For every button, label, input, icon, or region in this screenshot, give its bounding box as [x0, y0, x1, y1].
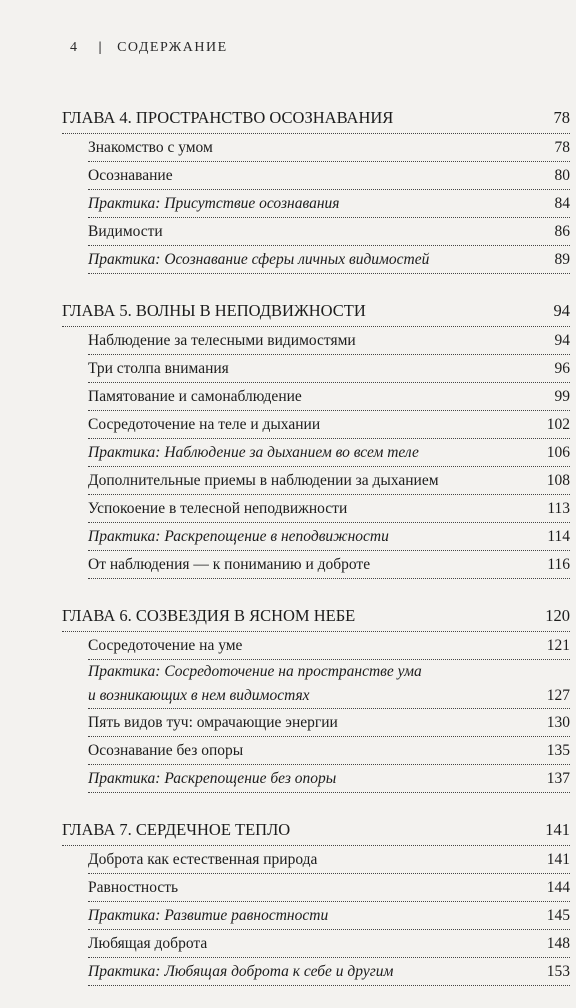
entry-title: Любящая доброта: [88, 935, 208, 952]
entry-page: 121: [546, 637, 570, 654]
chapter-title: ГЛАВА 7. СЕРДЕЧНОЕ ТЕПЛО: [62, 820, 291, 839]
running-head: [70, 40, 228, 56]
entry-title: Успокоение в телесной неподвижности: [88, 500, 348, 517]
header-separator: |: [98, 40, 104, 55]
entry-page: 130: [546, 714, 570, 731]
toc-entry[interactable]: [88, 737, 570, 765]
entry-title: Практика: Сосредоточение на пространстве ума: [88, 663, 422, 680]
entry-title: Практика: Наблюдение за дыханием во всем теле: [88, 444, 419, 461]
chapter-page: 120: [545, 606, 570, 625]
entry-page: 106: [546, 444, 570, 461]
entry-title: Памятование и самонаблюдение: [88, 388, 302, 405]
chapter-title: ГЛАВА 6. СОЗВЕЗДИЯ В ЯСНОМ НЕБЕ: [62, 606, 356, 625]
entry-page: 84: [554, 195, 570, 212]
entry-page: 141: [546, 851, 570, 868]
entry-page: 108: [546, 472, 570, 489]
chapter-page: 78: [553, 108, 570, 127]
entry-page: 148: [546, 935, 570, 952]
chapter-page: 94: [553, 301, 570, 320]
entry-title: Три столпа внимания: [88, 360, 229, 377]
entry-page: 94: [554, 332, 570, 349]
toc-entry[interactable]: [88, 930, 570, 958]
entry-title: Практика: Присутствие осознавания: [88, 195, 340, 212]
chapter-heading[interactable]: [62, 601, 570, 632]
toc-entry[interactable]: [88, 246, 570, 274]
chapter-page: 141: [545, 820, 570, 839]
entry-page: 80: [554, 167, 570, 184]
entry-title: Практика: Развитие равностности: [88, 907, 329, 924]
entry-page: 86: [554, 223, 570, 240]
page-number: 4: [70, 40, 79, 55]
chapter-heading[interactable]: [62, 815, 570, 846]
toc-entry[interactable]: [88, 874, 570, 902]
entry-page: 99: [554, 388, 570, 405]
toc-entry[interactable]: [88, 684, 570, 709]
toc-entry[interactable]: [88, 218, 570, 246]
entry-page: 114: [547, 528, 570, 545]
toc-entry[interactable]: [88, 660, 570, 684]
toc-entry[interactable]: [88, 709, 570, 737]
entry-title: Осознавание без опоры: [88, 742, 244, 759]
toc-entry[interactable]: [88, 958, 570, 986]
toc-entry[interactable]: [88, 439, 570, 467]
toc-entry[interactable]: [88, 846, 570, 874]
chapter-5: [62, 296, 570, 579]
entry-title: Осознавание: [88, 167, 173, 184]
section-title: СОДЕРЖАНИЕ: [117, 40, 228, 55]
entry-title: Видимости: [88, 223, 163, 240]
toc-entry[interactable]: [88, 551, 570, 579]
entry-page: 144: [546, 879, 570, 896]
toc-entry[interactable]: [88, 902, 570, 930]
toc-entry[interactable]: [88, 355, 570, 383]
entry-title: Доброта как естественная природа: [88, 851, 318, 868]
entry-title: От наблюдения — к пониманию и доброте: [88, 556, 371, 573]
toc-entry[interactable]: [88, 162, 570, 190]
chapter-title: ГЛАВА 4. ПРОСТРАНСТВО ОСОЗНАВАНИЯ: [62, 108, 394, 127]
chapter-heading[interactable]: [62, 296, 570, 327]
chapter-heading[interactable]: [62, 103, 570, 134]
entry-title: Сосредоточение на уме: [88, 637, 243, 654]
toc-entry[interactable]: [88, 467, 570, 495]
chapter-4: [62, 103, 570, 274]
entry-page: 135: [546, 742, 570, 759]
entry-title: Практика: Любящая доброта к себе и другим: [88, 963, 394, 980]
entry-page: 153: [546, 963, 570, 980]
entry-title: Дополнительные приемы в наблюдении за дыханием: [88, 472, 439, 489]
table-of-contents: [62, 103, 570, 1008]
entry-title: Наблюдение за телесными видимостями: [88, 332, 356, 349]
entry-page: 96: [554, 360, 570, 377]
entry-page: 137: [546, 770, 570, 787]
entry-title: Практика: Раскрепощение без опоры: [88, 770, 337, 787]
entry-page: 89: [554, 251, 570, 268]
entry-page: 127: [546, 687, 570, 704]
toc-entry[interactable]: [88, 632, 570, 660]
toc-entry[interactable]: [88, 765, 570, 793]
entry-page: 113: [547, 500, 570, 517]
entry-title: Сосредоточение на теле и дыхании: [88, 416, 321, 433]
toc-entry[interactable]: [88, 523, 570, 551]
entry-title: Пять видов туч: омрачающие энергии: [88, 714, 338, 731]
entry-title: Равностность: [88, 879, 179, 896]
entry-title: Практика: Раскрепощение в неподвижности: [88, 528, 389, 545]
chapter-6: [62, 601, 570, 793]
toc-entry[interactable]: [88, 327, 570, 355]
entry-page: 78: [554, 139, 570, 156]
entry-page: 116: [547, 556, 570, 573]
entry-title: и возникающих в нем видимостях: [88, 687, 310, 704]
toc-entry[interactable]: [88, 411, 570, 439]
entry-page: 102: [546, 416, 570, 433]
entry-page: 145: [546, 907, 570, 924]
entry-title: Практика: Осознавание сферы личных видимостей: [88, 251, 430, 268]
toc-entry[interactable]: [88, 495, 570, 523]
toc-entry[interactable]: [88, 190, 570, 218]
chapter-title: ГЛАВА 5. ВОЛНЫ В НЕПОДВИЖНОСТИ: [62, 301, 366, 320]
toc-entry[interactable]: [88, 134, 570, 162]
chapter-7: [62, 815, 570, 986]
entry-title: Знакомство с умом: [88, 139, 213, 156]
toc-entry[interactable]: [88, 383, 570, 411]
